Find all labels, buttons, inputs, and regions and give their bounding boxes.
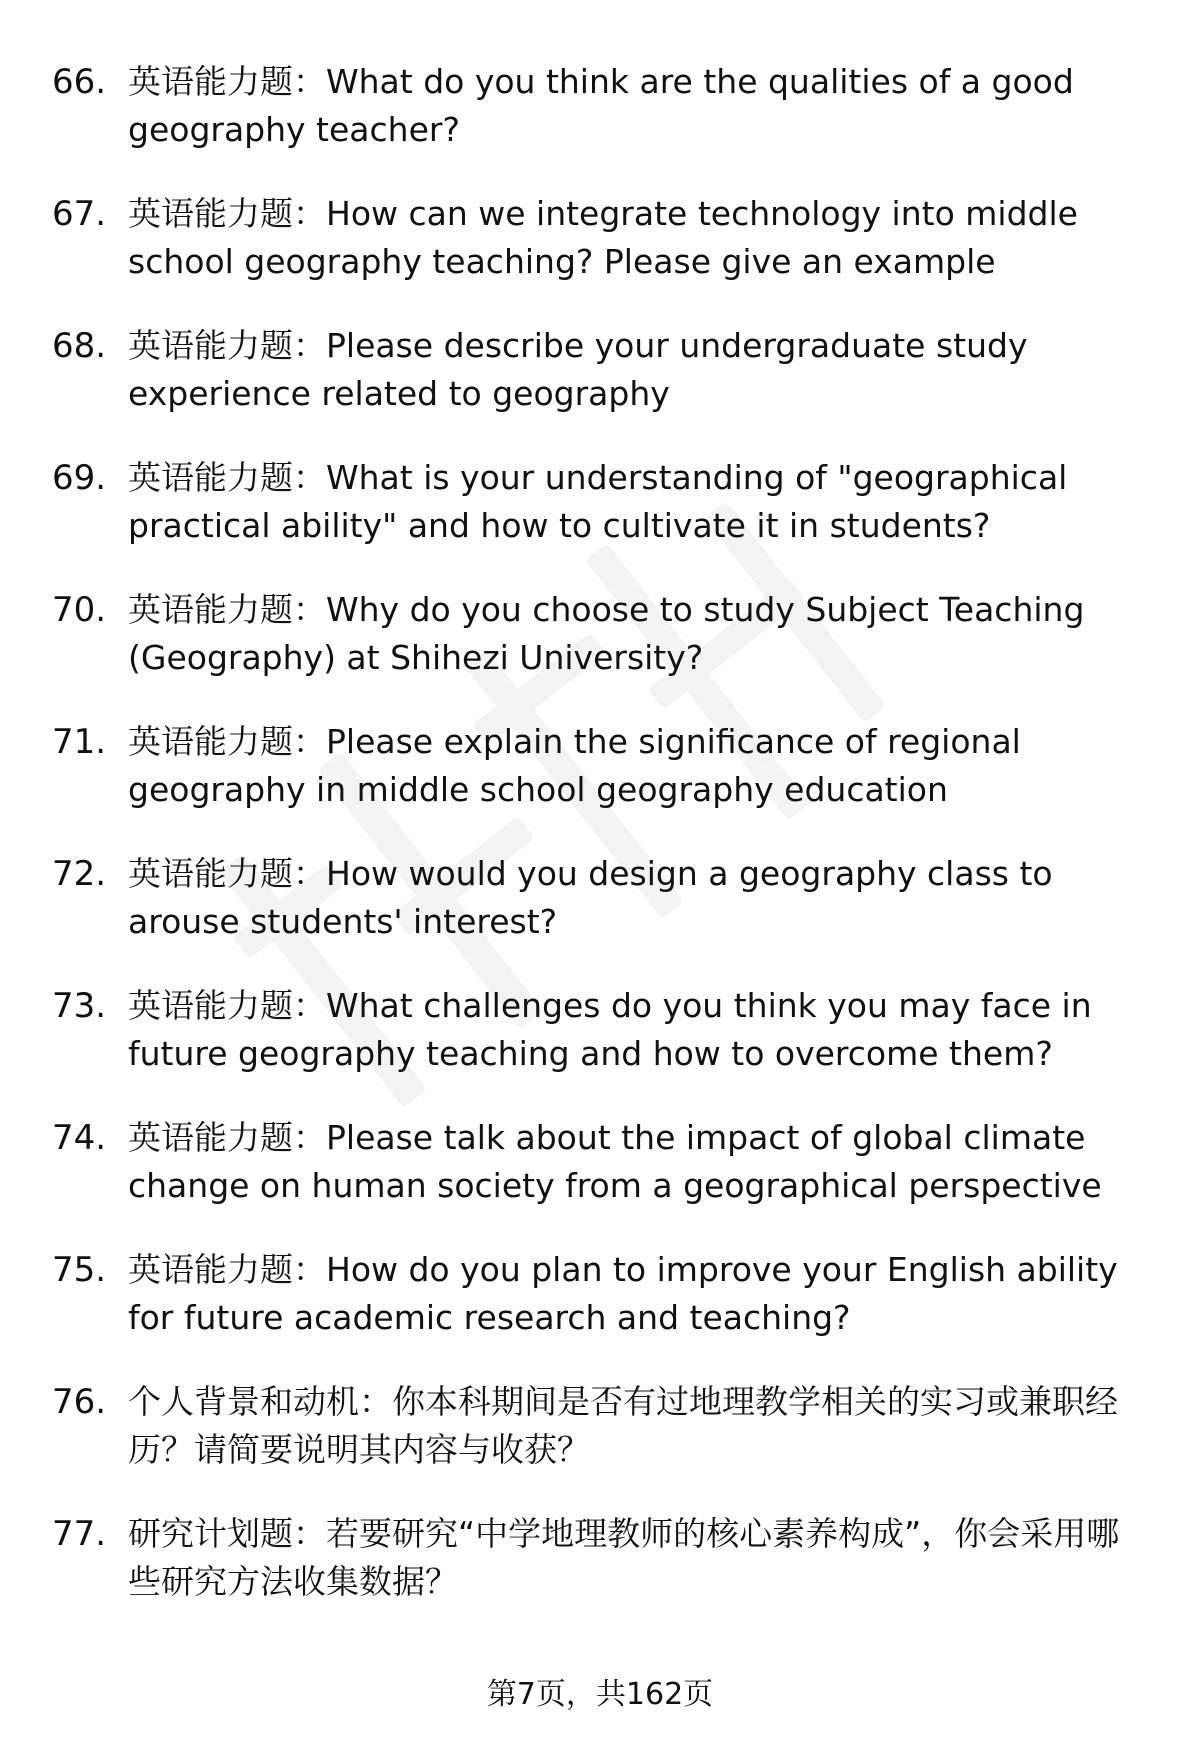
question-item	[0, 1372, 1200, 1504]
question-number: 66.	[52, 62, 107, 102]
question-item	[0, 844, 1200, 976]
question-text: 英语能力题：How do you plan to improve your English ability for future academic research and teaching?	[128, 1250, 1118, 1337]
question-text: 个人背景和动机：你本科期间是否有过地理教学相关的实习或兼职经历？请简要说明其内容与收获？	[128, 1382, 1118, 1469]
question-text: 英语能力题：What is your understanding of "geographical practical ability" and how to cultivate it in students?	[128, 458, 1068, 545]
page-footer: 第7页，共162页	[486, 1677, 714, 1712]
question-number: 69.	[52, 458, 107, 498]
question-item	[0, 52, 1200, 184]
question-item	[0, 316, 1200, 448]
question-item	[0, 580, 1200, 712]
question-text: 英语能力题：What challenges do you think you may face in future geography teaching and how to overcome them?	[128, 986, 1092, 1073]
question-item	[0, 1108, 1200, 1240]
question-number: 72.	[52, 854, 107, 894]
question-number: 75.	[52, 1250, 107, 1290]
question-number: 70.	[52, 590, 107, 630]
question-list	[0, 52, 1200, 1636]
question-number: 73.	[52, 986, 107, 1026]
question-number: 76.	[52, 1382, 107, 1422]
question-number: 71.	[52, 722, 107, 762]
question-item	[0, 184, 1200, 316]
question-number: 74.	[52, 1118, 107, 1158]
question-number: 77.	[52, 1514, 107, 1554]
question-item	[0, 1240, 1200, 1372]
question-number: 68.	[52, 326, 107, 366]
question-text: 英语能力题：Please talk about the impact of global climate change on human society from a geographical perspective	[128, 1118, 1102, 1205]
question-text: 研究计划题：若要研究“中学地理教师的核心素养构成”，你会采用哪些研究方法收集数据？	[128, 1514, 1120, 1601]
question-text: 英语能力题：What do you think are the qualities of a good geography teacher?	[128, 62, 1074, 149]
question-item	[0, 1504, 1200, 1636]
question-text: 英语能力题：Please describe your undergraduate study experience related to geography	[128, 326, 1028, 413]
question-text: 英语能力题：Why do you choose to study Subject Teaching (Geography) at Shihezi University?	[128, 590, 1085, 677]
question-item	[0, 448, 1200, 580]
question-number: 67.	[52, 194, 107, 234]
question-text: 英语能力题：How would you design a geography class to arouse students' interest?	[128, 854, 1053, 941]
question-item	[0, 976, 1200, 1108]
question-item	[0, 712, 1200, 844]
question-text: 英语能力题：How can we integrate technology into middle school geography teaching? Please give an example	[128, 194, 1078, 281]
question-text: 英语能力题：Please explain the significance of regional geography in middle school geography education	[128, 722, 1021, 809]
